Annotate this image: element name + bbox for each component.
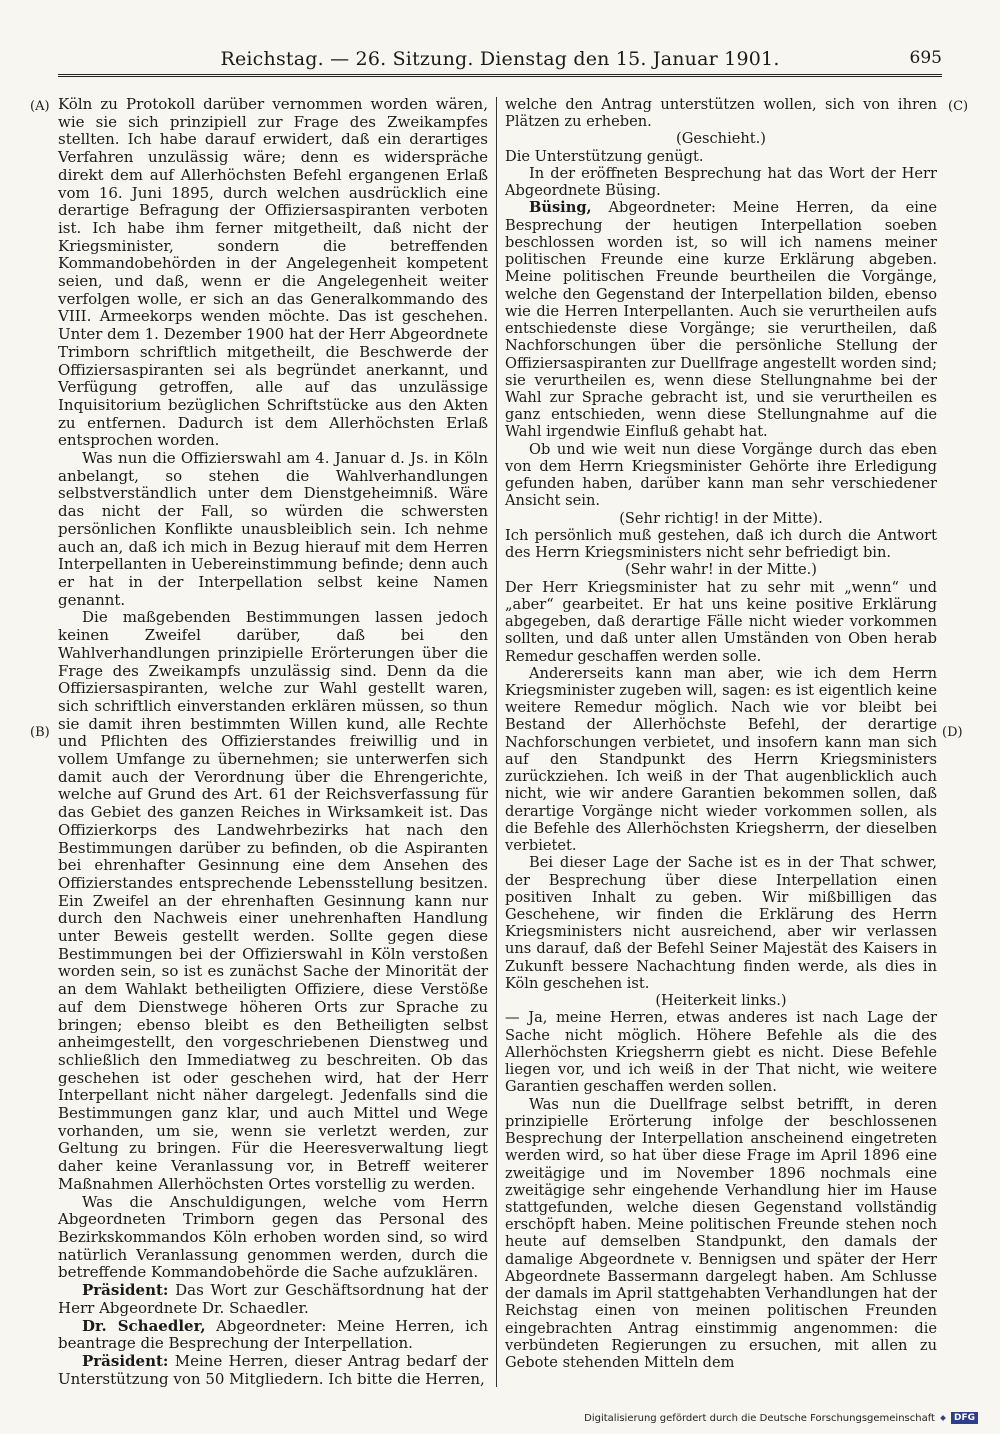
paragraph: Die maßgebenden Bestimmungen lassen jedoch keinen Zweifel darüber, daß bei den Wahlverhandlungen prinzipielle Erörterungen über die Frage des Zweikampfs unzulässig sind. Denn da die Offiziersaspiranten, welche zur Wahl gestellt waren, sich schriftlich einverstanden erklären müssen, so thun sie damit ihren bestimmten Willen kund, alle Rechte und Pflichten des Offizierstandes freiwillig und in vollem Umfange zu übernehmen; sie unterwerfen sich damit auch der Verordnung über die Ehrengerichte, welche auf Grund des Art. 61 der Reichsverfassung für das Gebiet des ganzen Reiches in Wirksamkeit ist. Das Offizierkorps des Landwehrbezirks hat nach den Bestimmungen darüber zu befinden, ob die Aspiranten bei ehrenhafter Gesinnung eine dem Ansehen des Offizierstandes entsprechende Lebensstellung besitzen. Ein Zweifel an der ehrenhaften Gesinnung kann nur durch den Nachweis einer unehrenhaften Handlung unter Beweis gestellt werden. Sollte gegen diese Bestimmungen bei der Offizierswahl in Köln verstoßen worden sein, so ist es zunächst Sache der Minorität der an dem Wahlakt betheiligten Offiziere, diese Verstöße auf dem Dienstwege höheren Orts zur Sprache zu bringen; ebenso bleibt es den Betheiligten selbst anheimgestellt, den vorgeschriebenen Dienstweg und schließlich den Immediatweg zu beschreiten. Ob das geschehen ist oder geschehen wird, hat der Herr Interpellant nicht näher dargelegt. Jedenfalls sind die Bestimmungen ganz klar, und auch Mittel und Wege vorhanden, um sie, wenn sie verletzt werden, zur Geltung zu bringen. Für die Heeresverwaltung liegt daher keine Veranlassung vor, in Betreff weiterer Maßnahmen Allerhöchsten Ortes vorstellig zu werden. [58,608,488,1193]
margin-marker-d: (D) [942,725,963,740]
interjection: (Sehr richtig! in der Mitte). [619,509,823,527]
paragraph: Die Unterstützung genügt. [505,147,704,165]
interjection: (Sehr wahr! in der Mitte.) [624,561,818,579]
running-title: Reichstag. — 26. Sitzung. Dienstag den 15. Januar 1901. [220,48,780,70]
speaker-name: Dr. Schaedler, [82,1316,206,1335]
page-number: 695 [909,48,942,68]
margin-marker-a: (A) [30,99,50,114]
footer-credit [584,1412,978,1424]
header-rule [58,74,942,77]
footer-credit-text: Digitalisierung gefördert durch die Deutsche Forschungsgemeinschaft [584,1412,935,1424]
paragraph: Was die Anschuldigungen, welche vom Herrn Abgeordneten Trimborn gegen das Personal des Bezirkskommandos Köln erhoben worden sind, so wird natürlich Veranlassung genommen werden, durch die betreffende Kommandobehörde die Sache aufzuklären. [58,1192,488,1282]
paragraph: Köln zu Protokoll darüber vernommen worden wären, wie sie sich prinzipiell zur Frage des Zweikampfes stellten. Ich habe darauf erwidert, daß ein derartiges Verfahren unzulässig wäre; denn es widerspräche direkt dem auf Allerhöchsten Befehl ergangenen Erlaß vom 16. Juni 1895, durch welchen ausdrücklich eine derartige Befragung der Offiziersaspiranten verboten ist. Ich habe ihm ferner mitgetheilt, daß nicht der Kriegsminister, sondern die betreffenden Kommandobehörden in der Angelegenheit kompetent seien, und daß, wenn er die Angelegenheit weiter verfolgen wolle, er sich an das Generalkommando des VIII. Armeekorps wenden möchte. Das ist geschehen. Unter dem 1. Dezember 1900 hat der Herr Abgeordnete Trimborn schriftlich mitgetheilt, die Beschwerde der Offiziersaspiranten sei als begründet anerkannt, und Verfügung getroffen, alle auf das unzulässige Inquisitorium bezüglichen Schriftstücke aus den Akten zu entfernen. Dadurch ist dem Allerhöchsten Erlaß entsprochen worden. [58,95,489,450]
paragraph: In der eröffneten Besprechung hat das Wort der Herr Abgeordnete Büsing. [505,164,937,200]
paragraph: Ich persönlich muß gestehen, daß ich durch die Antwort des Herrn Kriegsministers nicht sehr befriedigt bin. [505,526,937,562]
interjection: (Geschieht.) [676,130,766,148]
speaker-name: Präsident: [82,1351,169,1370]
left-column [58,96,488,1388]
right-column [505,96,937,1371]
speaker-paragraph [58,1353,488,1388]
paragraph: Was nun die Duellfrage selbst betrifft, in deren prinzipielle Erörterung infolge der beschlossenen Besprechung der Interpellation anscheinend eingetreten werden wird, so hat über diese Frage im April 1896 eine zweitägige und im November 1896 nochmals eine zweitägige sehr eingehende Verhandlung hier im Hause stattgefunden, welche diesen Gegenstand vollständig erschöpft haben. Meine politischen Freunde stehen noch heute auf demselben Standpunkt, den damals der damalige Abgeordnete v. Bennigsen und später der Herr Abgeordnete Bassermann dargelegt haben. Am Schlusse der damals im April stattgehabten Verhandlungen hat der Reichstag einen von meinen politischen Freunden eingebrachten Antrag einstimmig angenommen: die verbündeten Regierungen zu ersuchen, mit allen zu Gebote stehenden Mitteln dem [505,1095,937,1372]
paragraph: welche den Antrag unterstützen wollen, sich von ihren Plätzen zu erheben. [505,96,937,131]
speech-text: Abgeordneter: Meine Herren, da eine Besprechung der heutigen Interpellation soeben beschlossen worden ist, so will ich namens meiner politischen Freunde eine kurze Erklärung abgeben. Meine politischen Freunde beurtheilen die Vorgänge, welche den Gegenstand der Interpellation bilden, ebenso wie die Herren Interpellanten. Auch sie verurtheilen aufs entschiedenste diese Vorgänge; sie verurtheilen, daß Nachforschungen über die persönliche Stellung der Offiziersaspiranten zur Duellfrage angestellt worden sind; sie verurtheilen es, wenn diese Stellungnahme bei der Wahl zur Sprache gebracht ist, und sie verurtheilen es ganz entschieden, wenn diese Stellungnahme auf die Wahl irgendwie Einfluß gehabt hat. [505,199,937,441]
paragraph: Andererseits kann man aber, wie ich dem Herrn Kriegsminister zugeben will, sagen: es ist eigentlich keine weitere Remedur möglich. Nach wie vor bleibt bei Bestand der Allerhöchste Befehl, der derartige Nachforschungen verbietet, und insofern kann man sich auf den Standpunkt des Herrn Kriegsministers zurückziehen. Ich weiß in der That augenblicklich auch nicht, wie wir andere Garantien bekommen sollen, daß derartige Vorgänge nicht wieder vorkommen sollen, als die Befehle des Allerhöchsten Kriegsherrn, der dieselben verbietet. [505,664,937,855]
speaker-paragraph [505,199,937,440]
speech-text: Meine Herren, dieser Antrag bedarf der Unterstützung von 50 Mitgliedern. Ich bitte die Herren, [58,1351,488,1388]
paragraph: Was nun die Offizierswahl am 4. Januar d. Js. in Köln anbelangt, so stehen die Wahlverhandlungen selbstverständlich unter dem Dienstgeheimniß. Wäre das nicht der Fall, so würden die schwersten persönlichen Konflikte unausbleiblich sein. Ich nehme auch an, daß ich mich in Bezug hierauf mit dem Herren Interpellanten in Uebereinstimmung befinde; denn auch er hat in der Interpellation selbst keine Namen genannt. [58,449,488,609]
speaker-paragraph [58,1318,488,1353]
speaker-name: Präsident: [82,1281,169,1300]
margin-marker-c: (C) [948,99,969,114]
dfg-logo: DFG [951,1412,978,1424]
column-rule [496,97,497,1387]
paragraph: — Ja, meine Herren, etwas anderes ist nach Lage der Sache nicht möglich. Höhere Befehle als die des Allerhöchsten Kriegsherrn giebt es nicht. Diese Befehle liegen vor, und ich weiß in der That nicht, wie weitere Garantien geschaffen werden sollen. [505,1009,937,1096]
speaker-paragraph [58,1282,488,1317]
interjection: (Heiterkeit links.) [655,992,787,1010]
page-header [58,48,942,74]
speech-text: Abgeordneter: Meine Herren, ich beantrage die Besprechung der Interpellation. [58,1316,488,1353]
paragraph: Bei dieser Lage der Sache ist es in der That schwer, der Besprechung über diese Interpellation einen positiven Inhalt zu geben. Wir mißbilligen das Geschehene, wir finden die Erklärung des Herrn Kriegsministers nicht ausreichend, aber wir verlassen uns darauf, daß der Befehl Seiner Majestät des Kaisers in Zukunft bessere Nachachtung finden werde, als dies in Köln geschehen ist. [505,854,937,992]
paragraph: Der Herr Kriegsminister hat zu sehr mit „wenn“ und „aber“ gearbeitet. Er hat uns keine positive Erklärung abgegeben, daß derartige Fälle nicht wieder vorkommen sollten, und daß unter allen Umständen von Oben herab Remedur geschaffen werden solle. [505,578,937,665]
margin-marker-b: (B) [30,725,50,740]
speaker-name: Büsing, [529,199,592,217]
diamond-icon [940,1415,946,1421]
paragraph: Ob und wie weit nun diese Vorgänge durch das eben von dem Herrn Kriegsminister Gehörte ihre Erledigung gefunden haben, darüber kann man sehr verschiedener Ansicht sein. [505,440,937,510]
speech-text: Das Wort zur Geschäftsordnung hat der Herr Abgeordnete Dr. Schaedler. [58,1281,488,1317]
